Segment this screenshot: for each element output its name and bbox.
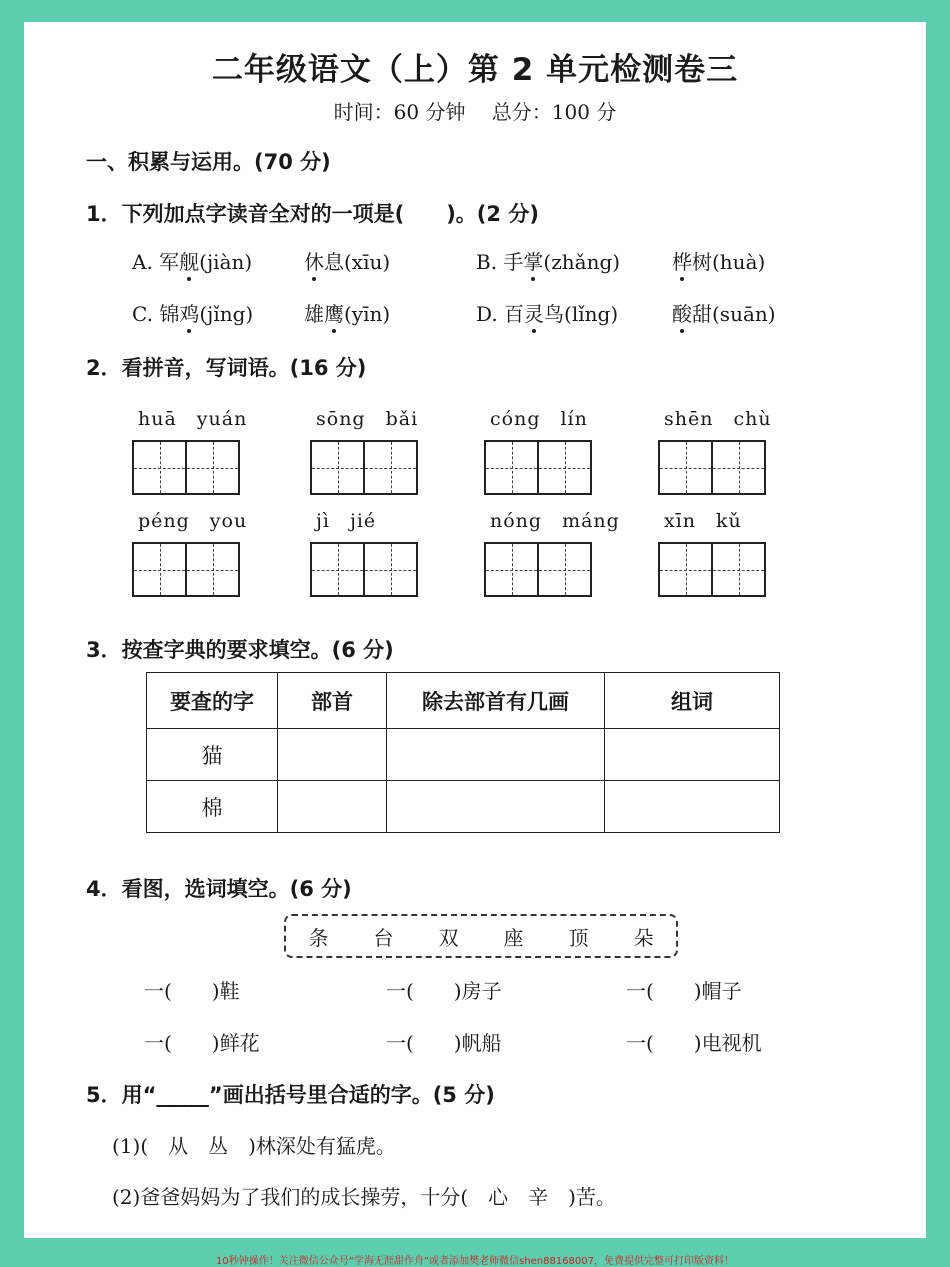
table-cell-char: 猫 bbox=[147, 729, 278, 781]
answer-cell[interactable] bbox=[278, 729, 387, 781]
pinyin-label: xīn kǔ bbox=[664, 510, 742, 532]
writing-grid[interactable] bbox=[484, 542, 592, 597]
table-header: 除去部首有几画 bbox=[387, 673, 605, 729]
word-char: 树 bbox=[692, 250, 712, 274]
table-header: 要查的字 bbox=[147, 673, 278, 729]
grid-cell[interactable] bbox=[185, 544, 238, 595]
word-char: 息 bbox=[324, 250, 344, 274]
grid-cell[interactable] bbox=[312, 544, 363, 595]
option-d-word2 bbox=[672, 298, 776, 327]
answer-cell[interactable] bbox=[605, 781, 780, 833]
word-option: 台 bbox=[373, 925, 394, 950]
answer-cell[interactable] bbox=[387, 781, 605, 833]
question-5-stem: 5．用“_____”画出括号里合适的字。(5 分) bbox=[86, 1083, 495, 1107]
table-header: 组词 bbox=[605, 673, 780, 729]
pinyin-note: (jiàn) bbox=[199, 250, 253, 274]
dotted-char: 休 bbox=[304, 250, 324, 274]
question-2-stem: 2．看拼音，写词语。(16 分) bbox=[86, 356, 367, 380]
option-letter: A. bbox=[132, 250, 153, 274]
word-option: 双 bbox=[438, 925, 459, 950]
pinyin-label: shēn chù bbox=[664, 408, 772, 430]
writing-grid[interactable] bbox=[310, 542, 418, 597]
grid-cell[interactable] bbox=[711, 442, 764, 493]
word-char: 鸟 bbox=[544, 302, 565, 326]
question-5-item[interactable]: (2)爸爸妈妈为了我们的成长操劳，十分( 心 辛 )苦。 bbox=[112, 1185, 616, 1209]
dotted-char: 掌 bbox=[523, 250, 544, 274]
fill-blank[interactable]: 一( )电视机 bbox=[626, 1031, 762, 1055]
writing-grid[interactable] bbox=[132, 542, 240, 597]
grid-cell[interactable] bbox=[537, 442, 590, 493]
grid-cell[interactable] bbox=[660, 442, 711, 493]
answer-cell[interactable] bbox=[278, 781, 387, 833]
section-heading: 一、积累与运用。(70 分) bbox=[86, 150, 331, 174]
word-option: 顶 bbox=[568, 925, 589, 950]
answer-cell[interactable] bbox=[605, 729, 780, 781]
dictionary-table bbox=[146, 672, 780, 833]
dotted-char: 鹰 bbox=[324, 302, 344, 326]
dotted-char: 鸡 bbox=[179, 302, 200, 326]
pinyin-label: péng you bbox=[138, 510, 248, 532]
option-letter: D. bbox=[476, 302, 498, 326]
word-char: 手 bbox=[503, 250, 524, 274]
option-c-word2 bbox=[304, 298, 390, 327]
question-3-stem: 3．按查字典的要求填空。(6 分) bbox=[86, 638, 394, 662]
word-char: 百 bbox=[504, 302, 525, 326]
pinyin-label: cóng lín bbox=[490, 408, 588, 430]
word-char: 锦 bbox=[159, 302, 180, 326]
option-b-word1[interactable] bbox=[476, 246, 620, 275]
writing-grid[interactable] bbox=[484, 440, 592, 495]
pinyin-note: (jǐng) bbox=[199, 302, 254, 326]
pinyin-label: sōng bǎi bbox=[316, 408, 419, 430]
question-5-item[interactable]: (1)( 从 丛 )林深处有猛虎。 bbox=[112, 1134, 396, 1158]
grid-cell[interactable] bbox=[711, 544, 764, 595]
option-a-word1[interactable] bbox=[132, 246, 252, 275]
pinyin-note: (lǐng) bbox=[564, 302, 619, 326]
fill-blank[interactable]: 一( )鞋 bbox=[144, 979, 240, 1003]
grid-cell[interactable] bbox=[312, 442, 363, 493]
pinyin-label: huā yuán bbox=[138, 408, 248, 430]
option-a-word2 bbox=[304, 246, 390, 275]
grid-cell[interactable] bbox=[363, 544, 416, 595]
footer-note: 10秒钟操作！关注微信公众号“学海无涯甜作舟”或者添加樊老师微信shen88168007，免费提供完整可打印版资料！ bbox=[215, 1256, 735, 1267]
grid-cell[interactable] bbox=[134, 544, 185, 595]
grid-cell[interactable] bbox=[486, 442, 537, 493]
grid-cell[interactable] bbox=[537, 544, 590, 595]
dotted-char: 灵 bbox=[524, 302, 545, 326]
grid-cell[interactable] bbox=[486, 544, 537, 595]
grid-cell[interactable] bbox=[660, 544, 711, 595]
dotted-char: 酸 bbox=[672, 302, 692, 326]
exam-paper bbox=[24, 22, 926, 1238]
word-char: 军 bbox=[159, 250, 180, 274]
word-option: 座 bbox=[503, 925, 524, 950]
writing-grid[interactable] bbox=[310, 440, 418, 495]
pinyin-label: jì jié bbox=[316, 510, 377, 532]
word-option: 条 bbox=[308, 925, 329, 950]
fill-blank[interactable]: 一( )帆船 bbox=[386, 1031, 502, 1055]
table-header: 部首 bbox=[278, 673, 387, 729]
pinyin-note: (zhǎng) bbox=[543, 250, 621, 274]
option-letter: C. bbox=[132, 302, 153, 326]
grid-cell[interactable] bbox=[185, 442, 238, 493]
dotted-char: 桦 bbox=[672, 250, 692, 274]
answer-cell[interactable] bbox=[387, 729, 605, 781]
pinyin-note: (huà) bbox=[712, 250, 766, 274]
question-4-stem: 4．看图，选词填空。(6 分) bbox=[86, 877, 352, 901]
fill-blank[interactable]: 一( )鲜花 bbox=[144, 1031, 260, 1055]
grid-cell[interactable] bbox=[134, 442, 185, 493]
fill-blank[interactable]: 一( )帽子 bbox=[626, 979, 742, 1003]
word-char: 甜 bbox=[692, 302, 712, 326]
fill-blank[interactable]: 一( )房子 bbox=[386, 979, 502, 1003]
word-bank bbox=[284, 914, 678, 958]
table-cell-char: 棉 bbox=[147, 781, 278, 833]
word-option: 朵 bbox=[633, 925, 654, 950]
dotted-char: 舰 bbox=[179, 250, 200, 274]
writing-grid[interactable] bbox=[132, 440, 240, 495]
pinyin-label: nóng máng bbox=[490, 510, 620, 532]
option-letter: B. bbox=[476, 250, 498, 274]
option-b-word2 bbox=[672, 246, 765, 275]
grid-cell[interactable] bbox=[363, 442, 416, 493]
time-score-info: 时间：60 分钟 总分：100 分 bbox=[333, 100, 617, 124]
option-d-word1[interactable] bbox=[476, 298, 618, 327]
question-1-stem: 1．下列加点字读音全对的一项是( )。(2 分) bbox=[86, 202, 539, 226]
word-char: 雄 bbox=[304, 302, 324, 326]
writing-grid[interactable] bbox=[658, 542, 766, 597]
pinyin-note: (suān) bbox=[712, 302, 776, 326]
page-title: 二年级语文（上）第 2 单元检测卷三 bbox=[211, 52, 739, 88]
option-c-word1[interactable] bbox=[132, 298, 253, 327]
writing-grid[interactable] bbox=[658, 440, 766, 495]
pinyin-note: (xīu) bbox=[344, 250, 391, 274]
pinyin-note: (yīn) bbox=[344, 302, 391, 326]
